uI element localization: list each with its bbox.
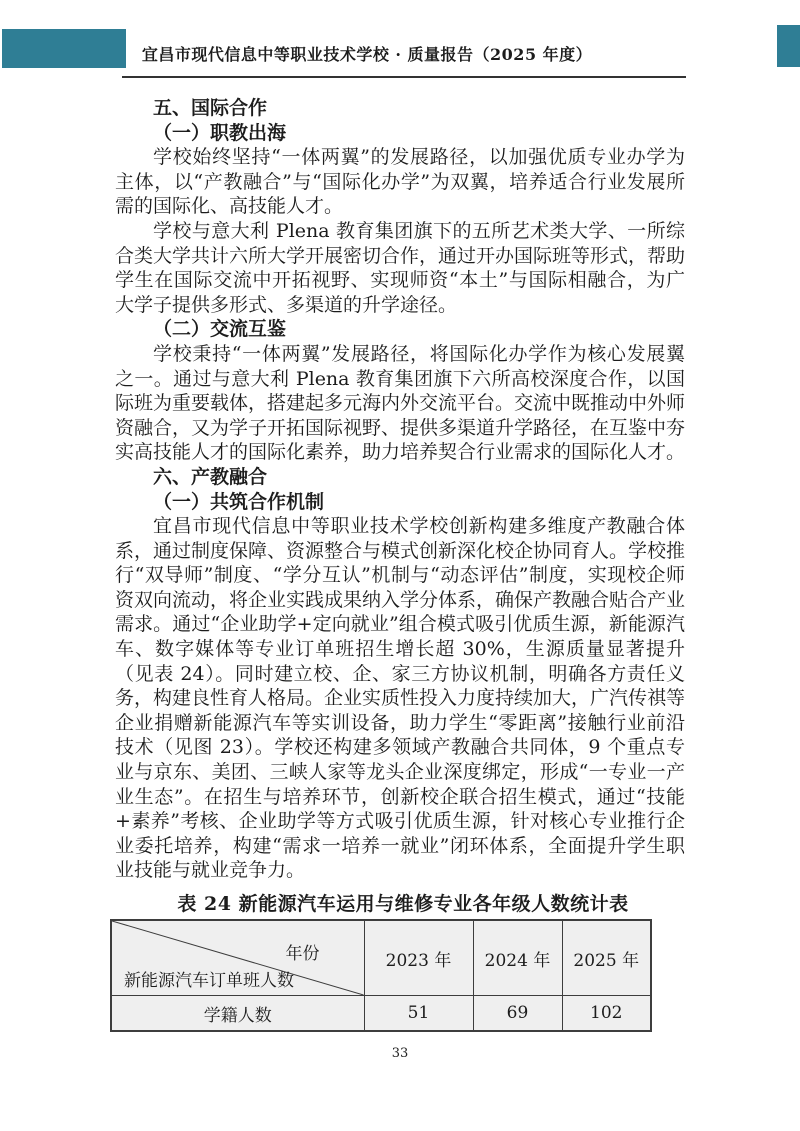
page-header-title: 宜昌市现代信息中等职业技术学校 · 质量报告（2025 年度） bbox=[141, 45, 593, 64]
corner-label-year: 年份 bbox=[285, 944, 320, 964]
corner-label-order-class-count: 新能源汽车订单班人数 bbox=[124, 971, 294, 991]
cell-value-2025: 102 bbox=[562, 996, 651, 1032]
header-right-accent-bar bbox=[777, 25, 800, 67]
paragraph: 学校秉持“一体两翼”发展路径，将国际化办学作为核心发展翼之一。通过与意大利 Plena 教育集团旗下六所高校深度合作，以国际班为重要载体，搭建起多元海内外交流平台。交流中既推动中外师资融合，又为学子开拓国际视野、提供多渠道升学路径，在互鉴中夯实高技能人才的国际化素养，助力培养契合行业需求的国际化人才。 bbox=[115, 342, 686, 464]
cell-value-2024: 69 bbox=[473, 996, 562, 1032]
paragraph: 学校与意大利 Plena 教育集团旗下的五所艺术类大学、一所综合类大学共计六所大学开展密切合作，通过开办国际班等形式，帮助学生在国际交流中开拓视野、实现师资“本土”与国际相融合，为广大学子提供多形式、多渠道的升学途径。 bbox=[115, 219, 686, 316]
subsection-heading-vocational-education-abroad: （一）职教出海 bbox=[153, 121, 287, 144]
cell-value-2023: 51 bbox=[364, 996, 473, 1032]
column-header-2023: 2023 年 bbox=[364, 920, 473, 996]
statistics-table bbox=[110, 919, 652, 1032]
document-body bbox=[115, 96, 685, 883]
row-label-enrollment: 学籍人数 bbox=[111, 996, 364, 1032]
subsection-heading-cooperation-mechanism: （一）共筑合作机制 bbox=[153, 490, 325, 513]
column-header-2024: 2024 年 bbox=[473, 920, 562, 996]
section-heading-international-cooperation: 五、国际合作 bbox=[153, 97, 268, 119]
paragraph: 宜昌市现代信息中等职业技术学校创新构建多维度产教融合体系，通过制度保障、资源整合与模式创新深化校企协同育人。学校推行“双导师”制度、“学分互认”机制与“动态评估”制度，实现校企师资双向流动，将企业实践成果纳入学分体系，确保产教融合贴合产业需求。通过“企业助学+定向就业”组合模式吸引优质生源，新能源汽车、数字媒体等专业订单班招生增长超 30%，生源质量显著提升（见表 24）。同时建立校、企、家三方协议机制，明确各方责任义务，构建良性育人格局。企业实质性投入力度持续加大，广汽传祺等企业捐赠新能源汽车等实训设备，助力学生“零距离”接触行业前沿技术（见图 23）。学校还构建多领域产教融合共同体，9 个重点专业与京东、美团、三峡人家等龙头企业深度绑定，形成“一专业一产业生态”。在招生与培养环节，创新校企联合招生模式，通过“技能+素养”考核、企业助学等方式吸引优质生源，针对核心专业推行企业委托培养，构建“需求一培养一就业”闭环体系，全面提升学生职业技能与就业竞争力。 bbox=[115, 515, 686, 882]
table-caption: 表 24 新能源汽车运用与维修专业各年级人数统计表 bbox=[177, 893, 629, 915]
table-row bbox=[111, 996, 651, 1032]
page-number: 33 bbox=[391, 1046, 409, 1061]
header-divider-line bbox=[122, 76, 686, 78]
section-heading-industry-education-integration: 六、产教融合 bbox=[153, 465, 268, 488]
paragraph: 学校始终坚持“一体两翼”的发展路径，以加强优质专业办学为主体，以“产教融合”与“国际化办学”为双翼，培养适合行业发展所需的国际化、高技能人才。 bbox=[115, 146, 685, 218]
column-header-2025: 2025 年 bbox=[562, 920, 651, 996]
table-header-row bbox=[111, 920, 651, 996]
table-corner-cell bbox=[111, 920, 364, 996]
subsection-heading-exchange-mutual-learning: （二）交流互鉴 bbox=[153, 318, 287, 341]
